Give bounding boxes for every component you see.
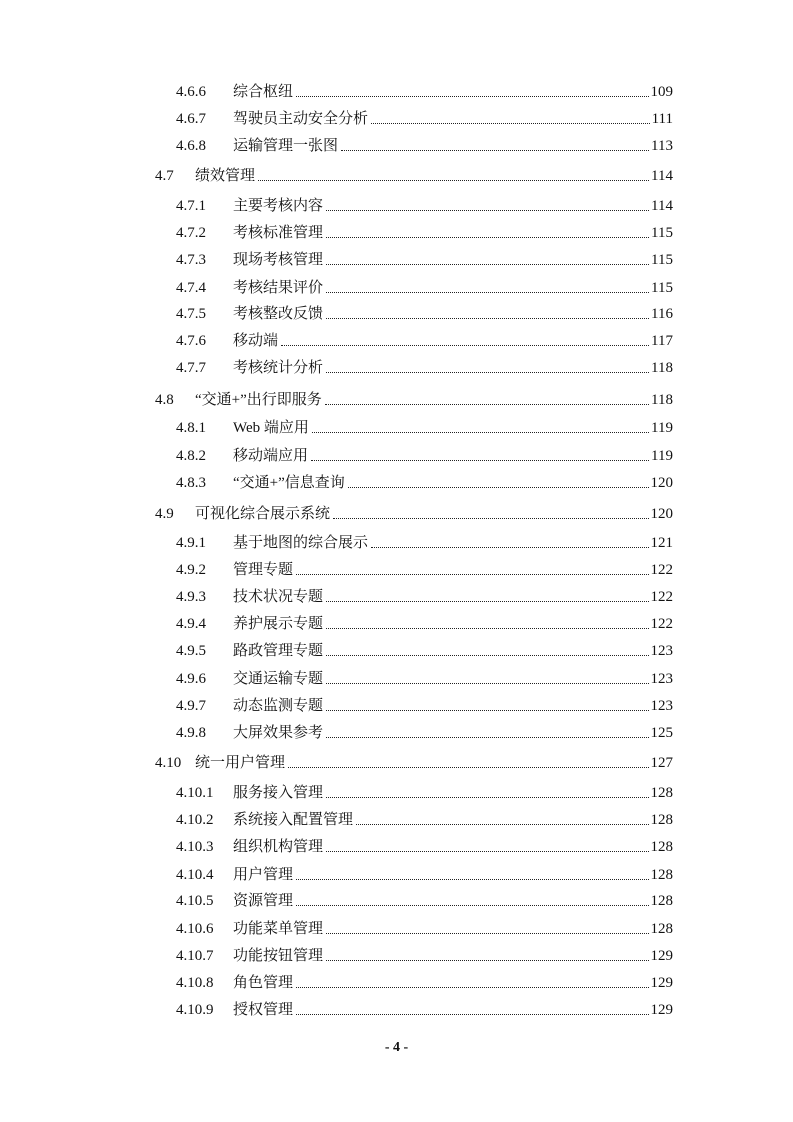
page-ref: 129 — [650, 948, 673, 964]
section-title: 角色管理 — [233, 975, 294, 991]
section-number: 4.8.2 — [176, 448, 206, 464]
section-title: 移动端 — [233, 333, 279, 349]
toc-entry[interactable] — [176, 720, 673, 742]
section-number: 4.8.3 — [176, 475, 206, 491]
section-number: 4.9.6 — [176, 671, 206, 687]
dot-leader — [326, 850, 648, 852]
page-ref: 128 — [650, 812, 673, 828]
dot-leader — [333, 517, 648, 519]
toc-entry[interactable] — [176, 584, 673, 606]
page-ref: 120 — [650, 475, 673, 491]
toc-entry[interactable] — [176, 780, 673, 802]
section-title: “交通+”出行即服务 — [195, 392, 322, 408]
section-number: 4.6.6 — [176, 84, 206, 100]
section-number: 4.10.8 — [176, 975, 214, 991]
section-title: 技术状况专题 — [233, 589, 324, 605]
page-ref: 118 — [651, 392, 673, 408]
section-title: 考核整改反馈 — [233, 306, 324, 322]
section-number: 4.9.5 — [176, 643, 206, 659]
dot-leader — [326, 209, 649, 211]
toc-entry[interactable] — [176, 415, 673, 437]
page-ref: 117 — [651, 333, 673, 349]
page-ref: 123 — [650, 671, 673, 687]
dot-leader — [371, 122, 650, 124]
page-ref: 113 — [651, 138, 673, 154]
page-ref: 115 — [651, 252, 673, 268]
dot-leader — [326, 736, 648, 738]
dot-leader — [312, 431, 649, 433]
page-ref: 118 — [651, 360, 673, 376]
dot-leader — [371, 546, 648, 548]
toc-entry[interactable] — [176, 530, 673, 552]
page-ref: 128 — [650, 785, 673, 801]
section-title: 现场考核管理 — [233, 252, 324, 268]
dot-leader — [326, 317, 649, 319]
section-title: 养护展示专题 — [233, 616, 324, 632]
page-ref: 121 — [650, 535, 673, 551]
dot-leader — [296, 904, 648, 906]
dot-leader — [341, 149, 649, 151]
dot-leader — [296, 878, 648, 880]
section-title: 主要考核内容 — [233, 198, 324, 214]
toc-entry[interactable] — [176, 301, 673, 323]
page-ref: 119 — [651, 448, 673, 464]
section-number: 4.7.2 — [176, 225, 206, 241]
page-ref: 109 — [650, 84, 673, 100]
dot-leader — [281, 344, 649, 346]
dot-leader — [296, 1013, 648, 1015]
section-title: 管理专题 — [233, 562, 294, 578]
section-title: 组织机构管理 — [233, 839, 324, 855]
section-number: 4.7.4 — [176, 280, 206, 296]
dot-leader — [326, 371, 649, 373]
section-number: 4.7.3 — [176, 252, 206, 268]
section-number: 4.10 — [155, 755, 182, 771]
section-number: 4.9 — [155, 506, 174, 522]
toc-entry[interactable] — [176, 275, 673, 297]
section-number: 4.10.6 — [176, 921, 214, 937]
dot-leader — [326, 654, 648, 656]
section-number: 4.9.3 — [176, 589, 206, 605]
toc-entry[interactable] — [176, 611, 673, 633]
page-ref: 128 — [650, 921, 673, 937]
section-title: 动态监测专题 — [233, 698, 324, 714]
section-title: 服务接入管理 — [233, 785, 324, 801]
page-ref: 122 — [650, 589, 673, 605]
section-number: 4.9.1 — [176, 535, 206, 551]
section-number: 4.10.4 — [176, 867, 214, 883]
page-ref: 128 — [650, 893, 673, 909]
section-title: 运输管理一张图 — [233, 138, 339, 154]
section-title: 综合枢纽 — [233, 84, 294, 100]
section-title: 基于地图的综合展示 — [233, 535, 369, 551]
section-number: 4.9.7 — [176, 698, 206, 714]
section-number: 4.6.7 — [176, 111, 206, 127]
dot-leader — [288, 766, 648, 768]
section-number: 4.9.8 — [176, 725, 206, 741]
section-title: Web 端应用 — [233, 420, 309, 436]
dot-leader — [326, 291, 649, 293]
dot-leader — [296, 986, 648, 988]
dot-leader — [326, 600, 648, 602]
dot-leader — [296, 95, 648, 97]
toc-entry[interactable] — [176, 888, 673, 910]
section-title: 授权管理 — [233, 1002, 294, 1018]
page-ref: 123 — [650, 698, 673, 714]
section-title: 大屏效果参考 — [233, 725, 324, 741]
page-ref: 128 — [650, 867, 673, 883]
page-ref: 115 — [651, 225, 673, 241]
page-ref: 111 — [651, 111, 673, 127]
dot-leader — [326, 263, 649, 265]
toc-entry[interactable] — [176, 193, 673, 215]
page-ref: 116 — [651, 306, 673, 322]
section-title: 用户管理 — [233, 867, 294, 883]
dot-leader — [311, 459, 649, 461]
section-title: 移动端应用 — [233, 448, 309, 464]
section-number: 4.8.1 — [176, 420, 206, 436]
dot-leader — [296, 573, 648, 575]
toc-entry[interactable] — [176, 916, 673, 938]
toc-entry[interactable] — [155, 163, 673, 185]
section-number: 4.7.7 — [176, 360, 206, 376]
section-title: 功能按钮管理 — [233, 948, 324, 964]
section-title: 考核结果评价 — [233, 280, 324, 296]
dot-leader — [348, 486, 649, 488]
toc-entry[interactable] — [155, 387, 673, 409]
page-ref: 127 — [650, 755, 673, 771]
section-number: 4.10.7 — [176, 948, 214, 964]
section-title: 考核统计分析 — [233, 360, 324, 376]
toc-entry[interactable] — [176, 862, 673, 884]
toc-entry[interactable] — [176, 970, 673, 992]
toc-entry[interactable] — [176, 997, 673, 1019]
page-ref: 122 — [650, 616, 673, 632]
page-ref: 115 — [651, 280, 673, 296]
section-title: 驾驶员主动安全分析 — [233, 111, 369, 127]
dot-leader — [326, 932, 648, 934]
section-number: 4.10.5 — [176, 893, 214, 909]
toc-entry[interactable] — [176, 79, 673, 101]
section-number: 4.7.6 — [176, 333, 206, 349]
page-number: - 4 - — [384, 1040, 409, 1055]
toc-entry[interactable] — [176, 557, 673, 579]
toc-entry[interactable] — [176, 666, 673, 688]
toc-entry[interactable] — [176, 638, 673, 660]
section-number: 4.6.8 — [176, 138, 206, 154]
section-number: 4.10.9 — [176, 1002, 214, 1018]
section-title: “交通+”信息查询 — [233, 475, 345, 491]
page-ref: 123 — [650, 643, 673, 659]
section-number: 4.10.3 — [176, 839, 214, 855]
toc-entry[interactable] — [176, 328, 673, 350]
page-ref: 114 — [651, 168, 673, 184]
toc-entry[interactable] — [176, 807, 673, 829]
section-number: 4.10.2 — [176, 812, 214, 828]
section-title: 系统接入配置管理 — [233, 812, 354, 828]
section-title: 交通运输专题 — [233, 671, 324, 687]
dot-leader — [326, 236, 649, 238]
page-ref: 129 — [650, 1002, 673, 1018]
toc-entry[interactable] — [176, 470, 673, 492]
section-number: 4.9.2 — [176, 562, 206, 578]
page-ref: 114 — [651, 198, 673, 214]
dot-leader — [326, 796, 648, 798]
section-number: 4.7.1 — [176, 198, 206, 214]
section-number: 4.7.5 — [176, 306, 206, 322]
toc-entry[interactable] — [176, 247, 673, 269]
page-ref: 129 — [650, 975, 673, 991]
toc-entry[interactable] — [176, 355, 673, 377]
section-number: 4.9.4 — [176, 616, 206, 632]
dot-leader — [326, 959, 648, 961]
toc-entry[interactable] — [176, 834, 673, 856]
dot-leader — [325, 403, 649, 405]
section-title: 统一用户管理 — [195, 755, 286, 771]
toc-entry[interactable] — [176, 106, 673, 128]
dot-leader — [356, 823, 648, 825]
section-title: 路政管理专题 — [233, 643, 324, 659]
dot-leader — [326, 682, 648, 684]
page-ref: 125 — [650, 725, 673, 741]
toc-entry[interactable] — [176, 133, 673, 155]
page-ref: 122 — [650, 562, 673, 578]
dot-leader — [326, 627, 648, 629]
section-title: 考核标准管理 — [233, 225, 324, 241]
dot-leader — [326, 709, 648, 711]
toc-entry[interactable] — [176, 693, 673, 715]
section-title: 功能菜单管理 — [233, 921, 324, 937]
toc-entry[interactable] — [176, 220, 673, 242]
page-ref: 119 — [651, 420, 673, 436]
section-title: 资源管理 — [233, 893, 294, 909]
page-ref: 128 — [650, 839, 673, 855]
dot-leader — [258, 179, 649, 181]
section-title: 绩效管理 — [195, 168, 256, 184]
section-number: 4.7 — [155, 168, 174, 184]
section-title: 可视化综合展示系统 — [195, 506, 331, 522]
toc-entry[interactable] — [176, 943, 673, 965]
section-number: 4.10.1 — [176, 785, 214, 801]
toc-entry[interactable] — [176, 443, 673, 465]
toc-entry[interactable] — [155, 501, 673, 523]
page-ref: 120 — [650, 506, 673, 522]
toc-entry[interactable] — [155, 750, 673, 772]
section-number: 4.8 — [155, 392, 174, 408]
